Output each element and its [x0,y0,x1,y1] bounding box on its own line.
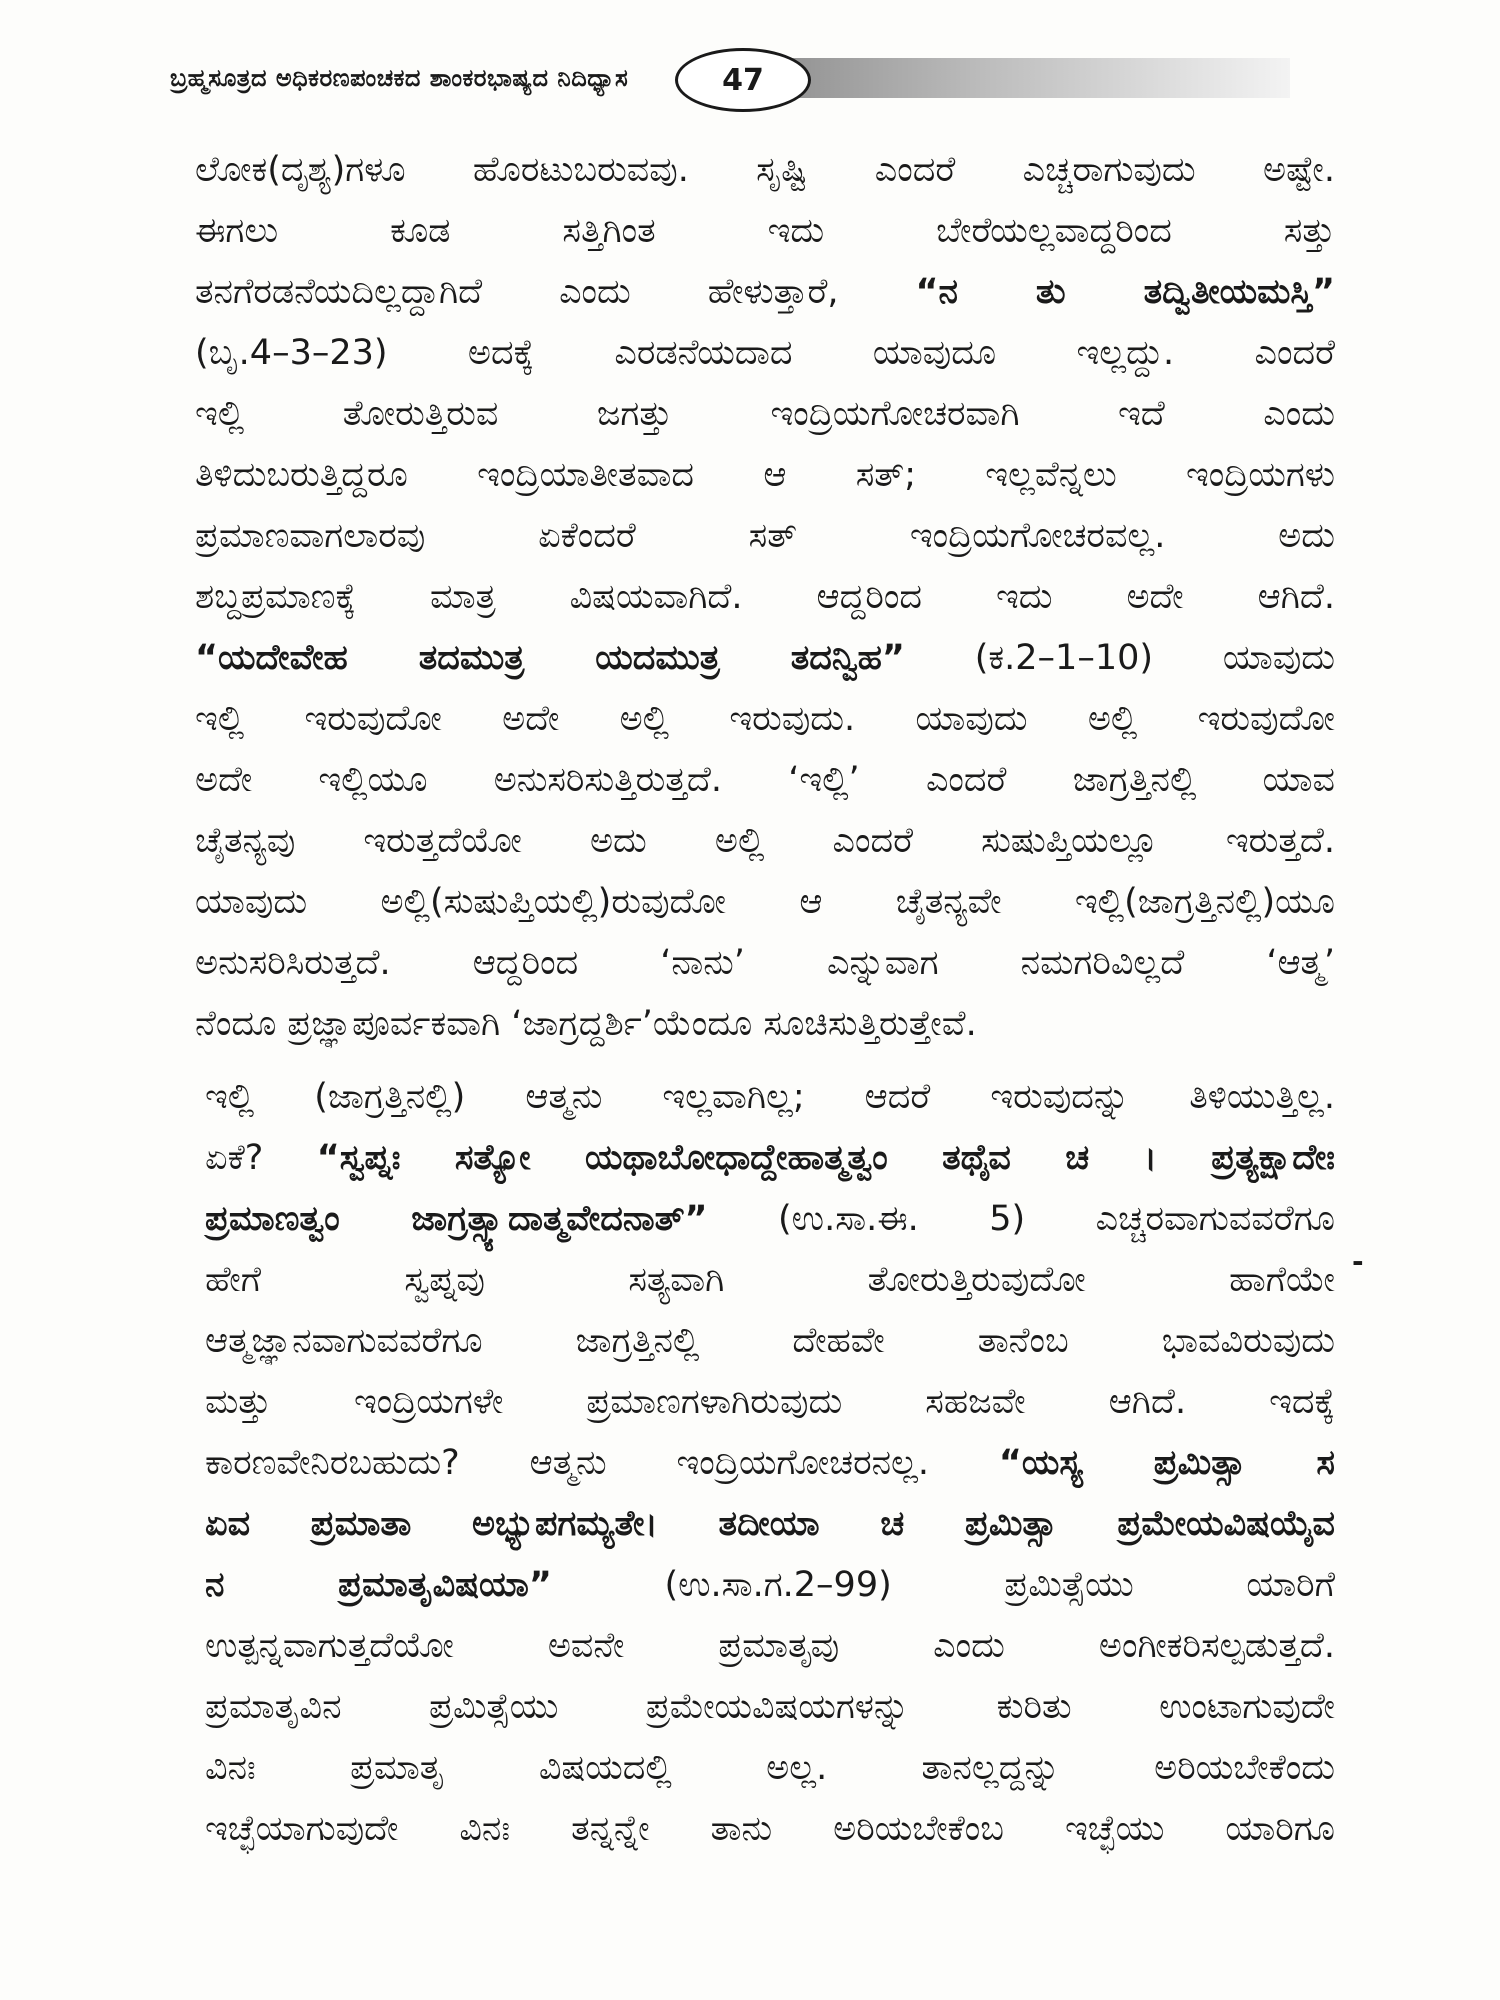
text-line [195,689,1335,750]
text-line [195,1799,1335,1860]
text-span: ಇಲ್ಲಿ ತೋರುತ್ತಿರುವ ಜಗತ್ತು ಇಂದ್ರಿಯಗೋಚರವಾಗಿ ಇದೆ ಎಂದು [195,394,1335,434]
text-line [195,201,1335,262]
text-span: ಇಲ್ಲಿ (ಜಾಗ್ರತ್ತಿನಲ್ಲಿ) ಆತ್ಮನು ಇಲ್ಲವಾಗಿಲ್ಲ; ಆದರೆ ಇರುವುದನ್ನು ತಿಳಿಯುತ್ತಿಲ್ಲ. [205,1077,1335,1117]
text-line [195,1433,1335,1494]
text-span: ಶಬ್ದಪ್ರಮಾಣಕ್ಕೆ ಮಾತ್ರ ವಿಷಯವಾಗಿದೆ. ಆದ್ದರಿಂದ ಇದು ಅದೇ ಆಗಿದೆ. [195,577,1335,617]
text-span: ಲೋಕ(ದೃಶ್ಯ)ಗಳೂ ಹೊರಟುಬರುವವು. ಸೃಷ್ಟಿ ಎಂದರೆ ಎಚ್ಚರಾಗುವುದು ಅಷ್ಟೇ. [195,150,1335,190]
text-span: ಯಾವುದು ಅಲ್ಲಿ(ಸುಷುಪ್ತಿಯಲ್ಲಿ)ರುವುದೋ ಆ ಚೈತನ್ಯವೇ ಇಲ್ಲಿ(ಜಾಗ್ರತ್ತಿನಲ್ಲಿ)ಯೂ [195,882,1335,922]
text-span: ಕಾರಣವೇನಿರಬಹುದು? ಆತ್ಮನು ಇಂದ್ರಿಯಗೋಚರನಲ್ಲ. [205,1443,999,1483]
text-span: ವಿನಃ ಪ್ರಮಾತೃ ವಿಷಯದಲ್ಲಿ ಅಲ್ಲ. ತಾನಲ್ಲದ್ದನ್ನು ಅರಿಯಬೇಕೆಂದು [205,1748,1335,1788]
text-span: ತಿಳಿದುಬರುತ್ತಿದ್ದರೂ ಇಂದ್ರಿಯಾತೀತವಾದ ಆ ಸತ್; ಇಲ್ಲವೆನ್ನಲು ಇಂದ್ರಿಯಗಳು [195,455,1335,495]
quoted-verse: ಪ್ರಮಾಣತ್ವಂ ಜಾಗ್ರತ್ಸ್ಯಾದಾತ್ಮವೇದನಾತ್” [205,1199,708,1239]
body-text [195,140,1335,1860]
quoted-verse: “ನ ತು ತದ್ವಿತೀಯಮಸ್ತಿ” [915,272,1335,312]
text-span: ಆತ್ಮಜ್ಞಾನವಾಗುವವರೆಗೂ ಜಾಗ್ರತ್ತಿನಲ್ಲಿ ದೇಹವೇ ತಾನೆಂಬ ಭಾವವಿರುವುದು [205,1321,1335,1361]
paragraph-1 [195,140,1335,1055]
text-line [195,811,1335,872]
text-line [195,994,1335,1055]
text-span: ಈಗಲು ಕೂಡ ಸತ್ತಿಗಿಂತ ಇದು ಬೇರೆಯಲ್ಲವಾದ್ದರಿಂದ ಸತ್ತು [195,211,1335,251]
text-line [195,323,1335,384]
quoted-verse: “ಯದೇವೇಹ ತದಮುತ್ರ ಯದಮುತ್ರ ತದನ್ವಿಹ” [195,638,905,678]
text-span: ಅನುಸರಿಸಿರುತ್ತದೆ. ಆದ್ದರಿಂದ ‘ನಾನು’ ಎನ್ನುವಾಗ ನಮಗರಿವಿಲ್ಲದೆ ‘ಆತ್ಮ’ [195,943,1335,983]
text-line [195,1555,1335,1616]
text-line [195,1189,1335,1250]
text-span: (ಕ.2–1–10) ಯಾವುದು [904,638,1335,678]
text-line [195,750,1335,811]
text-span: ಇಲ್ಲಿ ಇರುವುದೋ ಅದೇ ಅಲ್ಲಿ ಇರುವುದು. ಯಾವುದು ಅಲ್ಲಿ ಇರುವುದೋ [195,699,1335,739]
page-number: 47 [675,48,811,112]
text-span: ಪ್ರಮಾಣವಾಗಲಾರವು ಏಕೆಂದರೆ ಸತ್ ಇಂದ್ರಿಯಗೋಚರವಲ್ಲ. ಅದು [195,516,1335,556]
text-span: ನೆಂದೂ ಪ್ರಜ್ಞಾಪೂರ್ವಕವಾಗಿ ‘ಜಾಗ್ರದ್ದರ್ಶಿ’ಯೆಂದೂ ಸೂಚಿಸುತ್ತಿರುತ್ತೇವೆ. [195,1004,977,1044]
running-header [170,48,1290,118]
header-gradient-band [740,58,1290,98]
text-span: ಅದೇ ಇಲ್ಲಿಯೂ ಅನುಸರಿಸುತ್ತಿರುತ್ತದೆ. ‘ಇಲ್ಲಿ’ ಎಂದರೆ ಜಾಗ್ರತ್ತಿನಲ್ಲಿ ಯಾವ [195,760,1335,800]
text-line [195,1738,1335,1799]
text-line [195,933,1335,994]
text-span: (ಬೃ.4–3–23) ಅದಕ್ಕೆ ಎರಡನೆಯದಾದ ಯಾವುದೂ ಇಲ್ಲದ್ದು. ಎಂದರೆ [195,333,1335,373]
text-span: ಪ್ರಮಾತೃವಿನ ಪ್ರಮಿತ್ಸೆಯು ಪ್ರಮೇಯವಿಷಯಗಳನ್ನು ಕುರಿತು ಉಂಟಾಗುವುದೇ [205,1687,1335,1727]
text-span: ಚೈತನ್ಯವು ಇರುತ್ತದೆಯೋ ಅದು ಅಲ್ಲಿ ಎಂದರೆ ಸುಷುಪ್ತಿಯಲ್ಲೂ ಇರುತ್ತದೆ. [195,821,1335,861]
text-line [195,1067,1335,1128]
quoted-verse: “ಸ್ವಪ್ನಃ ಸತ್ಯೋ ಯಥಾಬೋಧಾದ್ದೇಹಾತ್ಮತ್ವಂ ತಥೈವ ಚ । ಪ್ರತ್ಯಕ್ಷಾದೇಃ [316,1138,1335,1178]
text-line [195,1677,1335,1738]
text-line [195,1494,1335,1555]
text-span: ಇಚ್ಛೆಯಾಗುವುದೇ ವಿನಃ ತನ್ನನ್ನೇ ತಾನು ಅರಿಯಬೇಕೆಂಬ ಇಚ್ಛೆಯು ಯಾರಿಗೂ [205,1809,1335,1849]
text-span: ತನಗೆರಡನೆಯದಿಲ್ಲದ್ದಾಗಿದೆ ಎಂದು ಹೇಳುತ್ತಾರೆ, [195,272,916,312]
text-line [195,1128,1335,1189]
text-span: (ಉ.ಸಾ.ಈ. 5) ಎಚ್ಚರವಾಗುವವರೆಗೂ [707,1199,1335,1239]
text-line [195,384,1335,445]
text-span: (ಉ.ಸಾ.ಗ.2–99) ಪ್ರಮಿತ್ಸೆಯು ಯಾರಿಗೆ [551,1565,1335,1605]
text-line [195,1616,1335,1677]
text-line [195,262,1335,323]
text-line [195,445,1335,506]
text-span: ಏಕೆ? [205,1138,317,1178]
quoted-verse: “ಯಸ್ಯ ಪ್ರಮಿತ್ಸಾ ಸ [998,1443,1336,1483]
margin-mark: - [1352,1245,1364,1278]
running-title: ಬ್ರಹ್ಮಸೂತ್ರದ ಅಧಿಕರಣಪಂಚಕದ ಶಾಂಕರಭಾಷ್ಯದ ನಿದಿಧ್ಯಾಸ [170,64,629,92]
text-line [195,506,1335,567]
text-line [195,1311,1335,1372]
text-line [195,628,1335,689]
text-line [195,140,1335,201]
text-line [195,1250,1335,1311]
text-line [195,872,1335,933]
text-line [195,567,1335,628]
text-span: ಹೇಗೆ ಸ್ವಪ್ನವು ಸತ್ಯವಾಗಿ ತೋರುತ್ತಿರುವುದೋ ಹಾಗೆಯೇ [205,1260,1335,1300]
text-line [195,1372,1335,1433]
paragraph-2 [195,1067,1335,1860]
text-span: ಉತ್ಪನ್ನವಾಗುತ್ತದೆಯೋ ಅವನೇ ಪ್ರಮಾತೃವು ಎಂದು ಅಂಗೀಕರಿಸಲ್ಪಡುತ್ತದೆ. [205,1626,1335,1666]
quoted-verse: ನ ಪ್ರಮಾತೃವಿಷಯಾ” [205,1565,552,1605]
quoted-verse: ಏವ ಪ್ರಮಾತಾ ಅಭ್ಯುಪಗಮ್ಯತೇ। ತದೀಯಾ ಚ ಪ್ರಮಿತ್ಸಾ ಪ್ರಮೇಯವಿಷಯೈವ [205,1504,1335,1544]
text-span: ಮತ್ತು ಇಂದ್ರಿಯಗಳೇ ಪ್ರಮಾಣಗಳಾಗಿರುವುದು ಸಹಜವೇ ಆಗಿದೆ. ಇದಕ್ಕೆ [205,1382,1335,1422]
